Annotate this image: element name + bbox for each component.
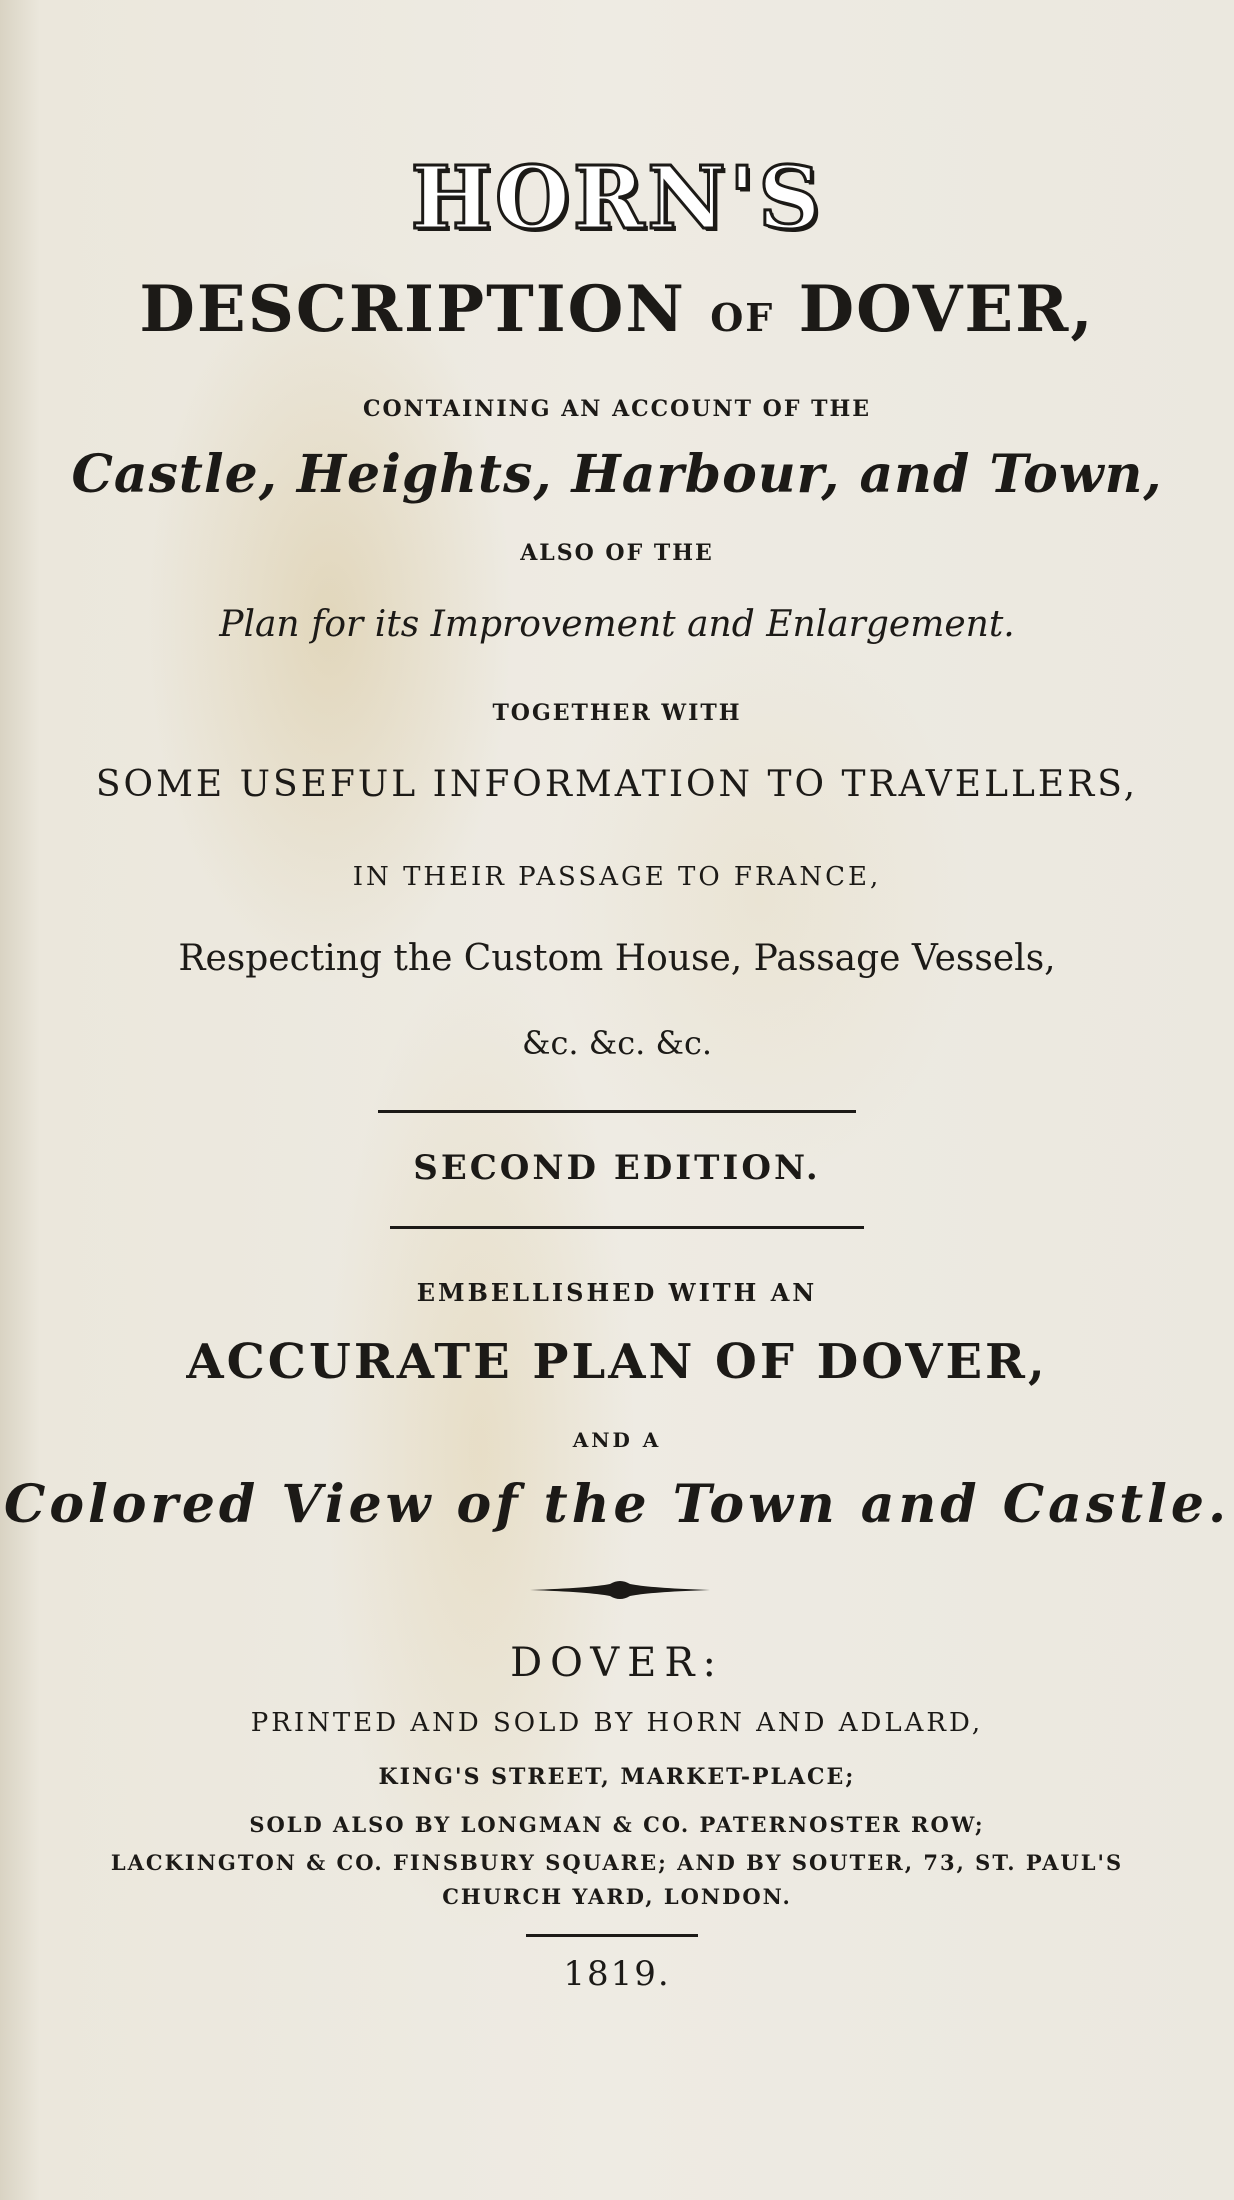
divider-rule — [390, 1226, 864, 1229]
embellished-line: EMBELLISHED WITH AN — [416, 1278, 818, 1307]
title-dover-word: DOVER, — [798, 272, 1095, 347]
imprint-sold-also: SOLD ALSO BY LONGMAN & CO. PATERNOSTER ROW; — [249, 1812, 985, 1837]
imprint-printer: PRINTED AND SOLD BY HORN AND ADLARD, — [250, 1708, 984, 1738]
ornament-icon — [530, 1576, 710, 1604]
plan-line: Plan for its Improvement and Enlargement. — [219, 604, 1015, 645]
useful-info-line: SOME USEFUL INFORMATION TO TRAVELLERS, — [95, 764, 1139, 805]
divider-rule — [526, 1934, 698, 1937]
features-line: Castle, Heights, Harbour, and Town, — [71, 444, 1163, 505]
title-of-word: OF — [710, 295, 775, 340]
also-of-the-line: ALSO OF THE — [520, 540, 714, 566]
title-horns: HORN'S — [410, 148, 824, 249]
imprint-place: DOVER: — [510, 1640, 724, 1686]
imprint-year: 1819. — [563, 1954, 671, 1994]
edition-line: SECOND EDITION. — [413, 1148, 821, 1188]
passage-line: IN THEIR PASSAGE TO FRANCE, — [352, 862, 882, 892]
colored-view-line: Colored View of the Town and Castle. — [3, 1474, 1231, 1535]
imprint-address: KING'S STREET, MARKET-PLACE; — [378, 1764, 856, 1790]
imprint-churchyard: CHURCH YARD, LONDON. — [442, 1884, 792, 1909]
and-a-line: AND A — [572, 1428, 662, 1452]
respecting-line: Respecting the Custom House, Passage Vessels, — [178, 938, 1056, 979]
imprint-lackington: LACKINGTON & CO. FINSBURY SQUARE; AND BY SOUTER, 73, ST. PAUL'S — [110, 1850, 1124, 1875]
together-with-line: TOGETHER WITH — [492, 700, 742, 726]
title-description-word: DESCRIPTION — [139, 272, 686, 347]
divider-rule — [378, 1110, 856, 1113]
title-description — [0, 272, 1234, 347]
accurate-plan-line: ACCURATE PLAN OF DOVER, — [186, 1334, 1048, 1390]
containing-line: CONTAINING AN ACCOUNT OF THE — [362, 396, 872, 422]
etc-line: &c. &c. &c. — [521, 1024, 713, 1062]
